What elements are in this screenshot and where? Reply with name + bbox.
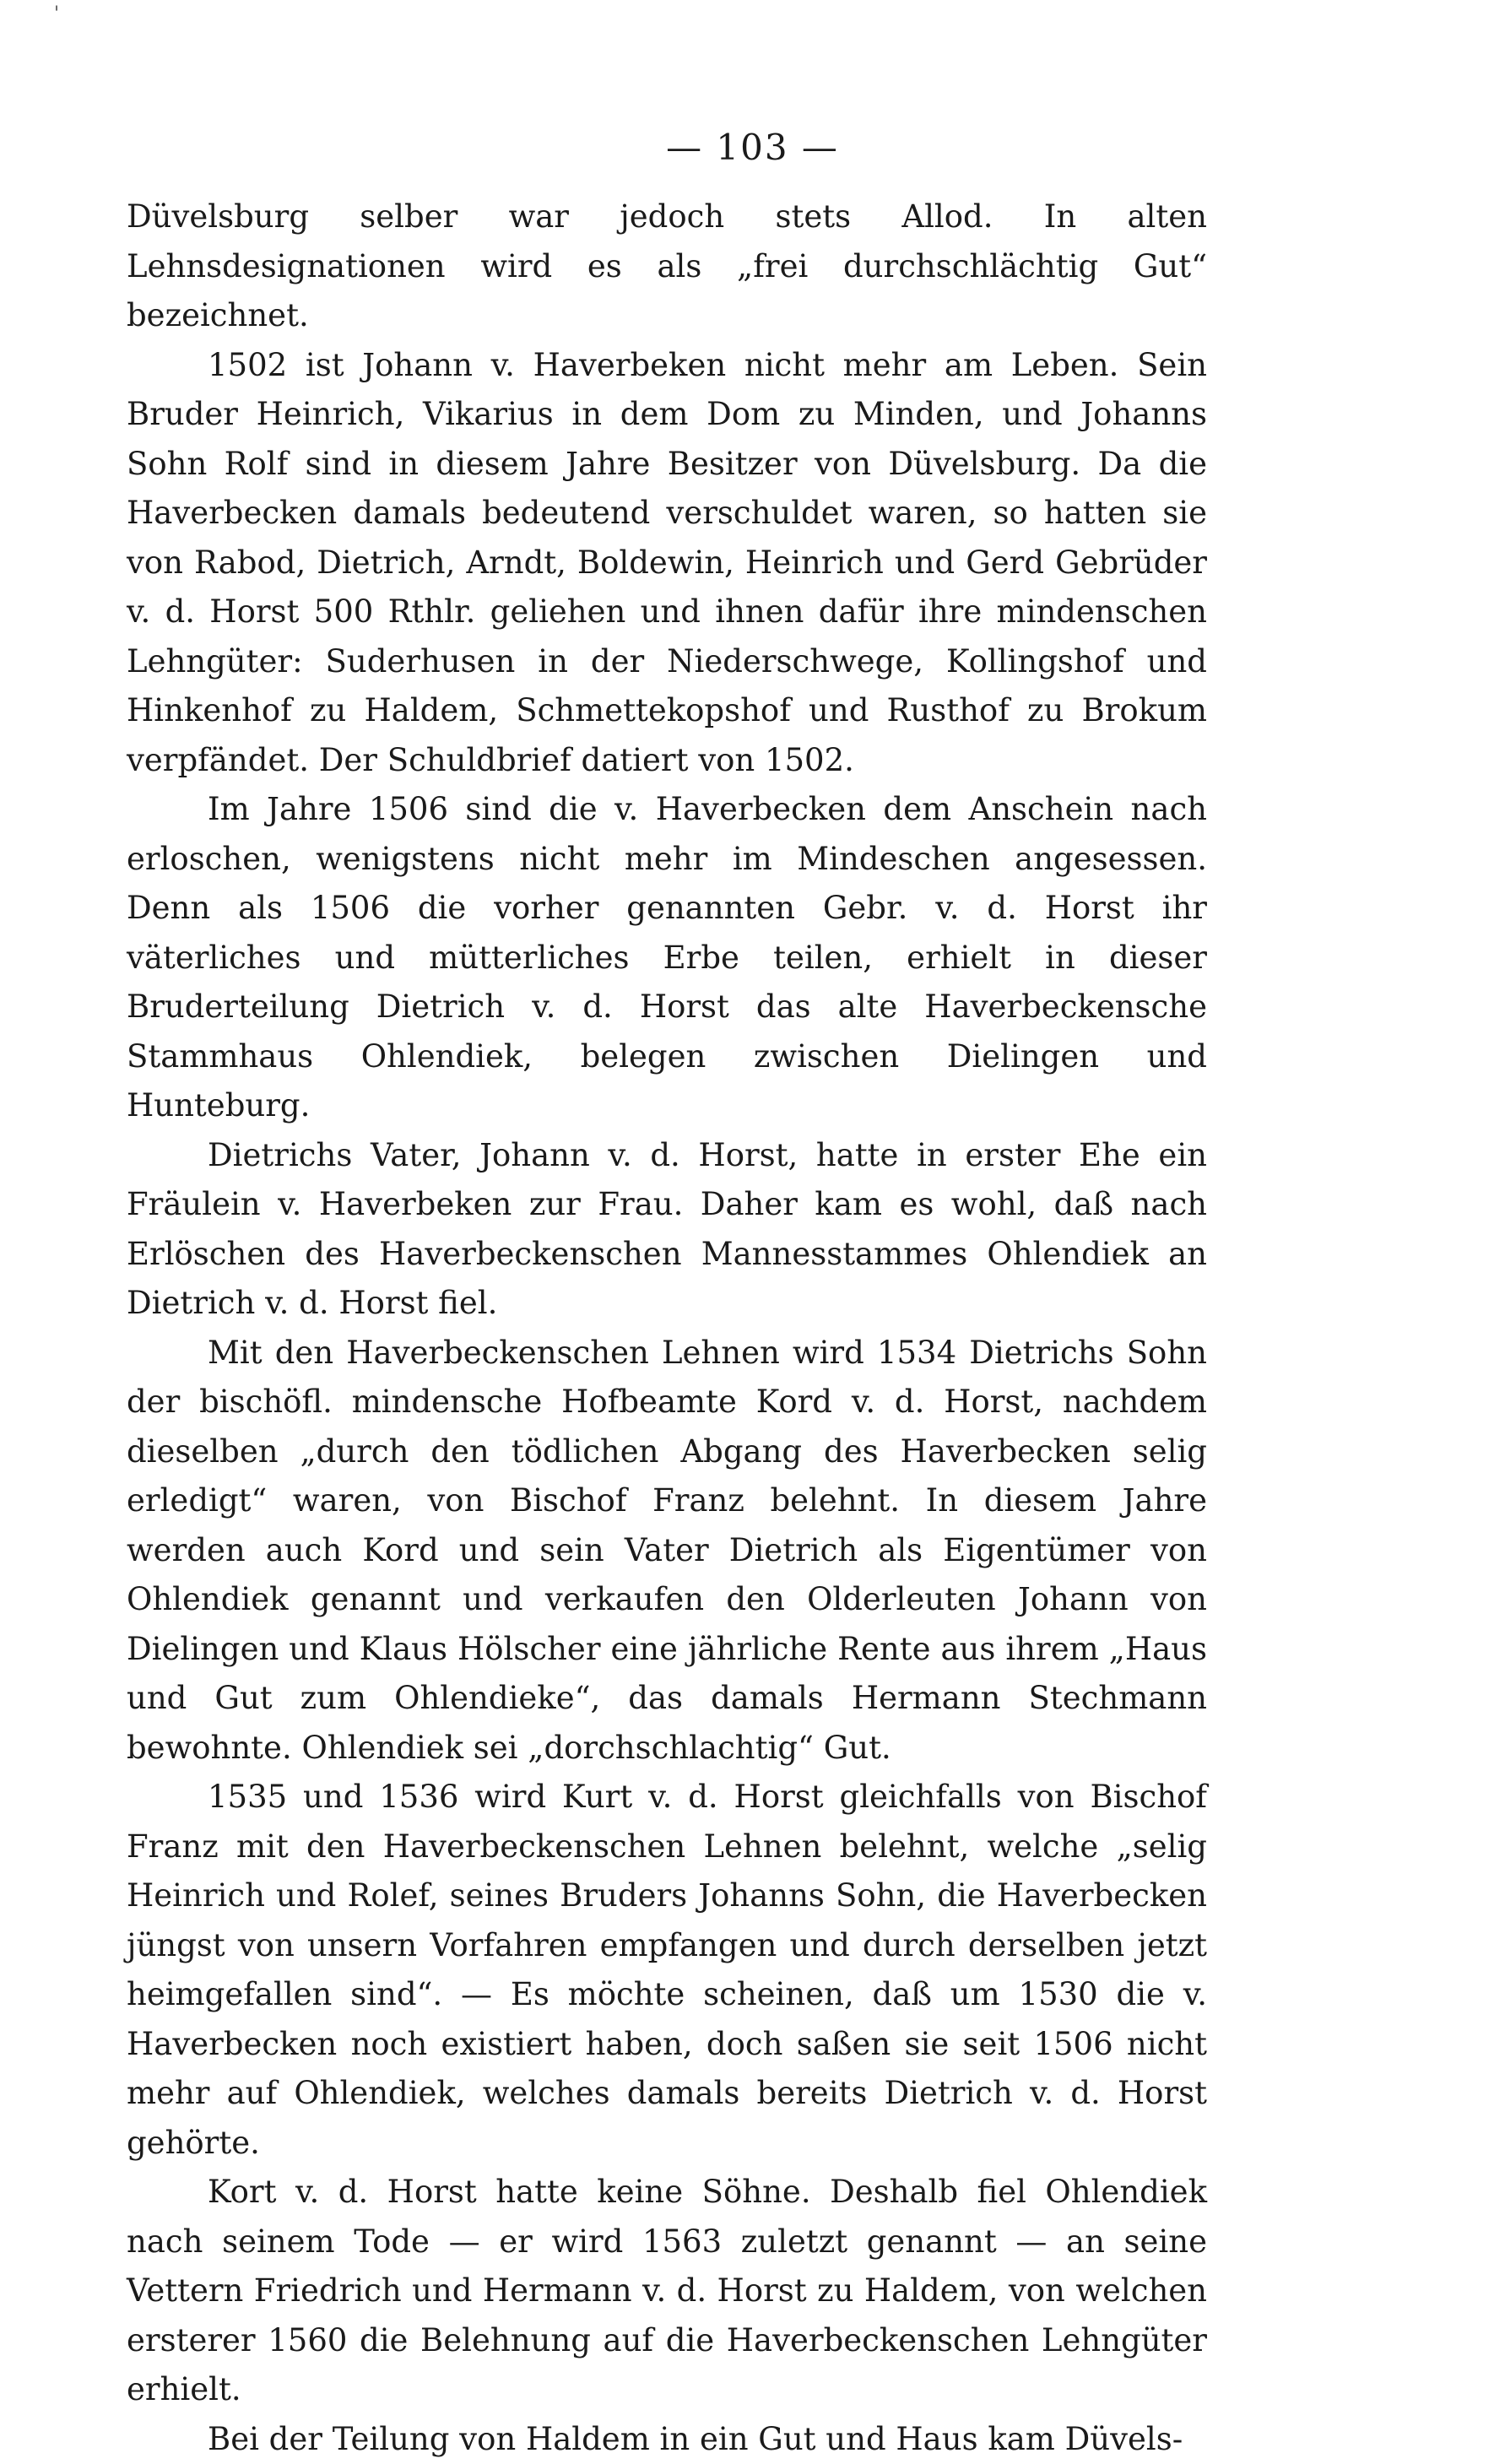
paragraph-1: Düvelsburg selber war jedoch stets Allod. In alten Lehnsdesignationen wird es als „frei durchschlächtig Gut“ bezeichnet. [127, 192, 1207, 341]
paragraph-2: 1502 ist Johann v. Haverbeken nicht mehr am Leben. Sein Bruder Heinrich, Vikarius in dem Dom zu Minden, und Johanns Sohn Rolf sind in diesem Jahre Besitzer von Düvelsburg. Da die Haverbecken damals bedeutend verschuldet waren, so hatten sie von Rabod, Dietrich, Arndt, Boldewin, Heinrich und Gerd Gebrüder v. d. Horst 500 Rthlr. geliehen und ihnen dafür ihre mindenschen Lehngüter: Suderhusen in der Niederschwege, Kollingshof und Hinkenhof zu Haldem, Schmettekopshof und Rusthof zu Brokum verpfändet. Der Schuldbrief datiert von 1502. [127, 341, 1207, 786]
corner-mark: ' [54, 5, 59, 24]
paragraph-4: Dietrichs Vater, Johann v. d. Horst, hatte in erster Ehe ein Fräulein v. Haverbeken zur Frau. Daher kam es wohl, daß nach Erlöschen des Haverbeckenschen Mannesstammes Ohlendiek an Dietrich v. d. Horst fiel. [127, 1131, 1207, 1329]
paragraph-6: 1535 und 1536 wird Kurt v. d. Horst gleichfalls von Bischof Franz mit den Haverbeckenschen Lehnen belehnt, welche „selig Heinrich und Rolef, seines Bruders Johanns Sohn, die Haverbecken jüngst von unsern Vorfahren empfangen und durch derselben jetzt heimgefallen sind“. — Es möchte scheinen, daß um 1530 die v. Haverbecken noch existiert haben, doch saßen sie seit 1506 nicht mehr auf Ohlendiek, welches damals bereits Dietrich v. d. Horst gehörte. [127, 1773, 1207, 2168]
paragraph-5: Mit den Haverbeckenschen Lehnen wird 1534 Dietrichs Sohn der bischöfl. mindensche Hofbeamte Kord v. d. Horst, nachdem dieselben „durch den tödlichen Abgang des Haverbecken selig erledigt“ waren, von Bischof Franz belehnt. In diesem Jahre werden auch Kord und sein Vater Dietrich als Eigentümer von Ohlendiek genannt und verkaufen den Olderleuten Johann von Dielingen und Klaus Hölscher eine jährliche Rente aus ihrem „Haus und Gut zum Ohlendieke“, das damals Hermann Stechmann bewohnte. Ohlendiek sei „dorchschlachtig“ Gut. [127, 1329, 1207, 1774]
body-text [127, 192, 1207, 2464]
paragraph-7: Kort v. d. Horst hatte keine Söhne. Deshalb fiel Ohlendiek nach seinem Tode — er wird 1563 zuletzt genannt — an seine Vettern Friedrich und Hermann v. d. Horst zu Haldem, von welchen ersterer 1560 die Belehnung auf die Haverbeckenschen Lehngüter erhielt. [127, 2168, 1207, 2415]
paragraph-3: Im Jahre 1506 sind die v. Haverbecken dem Anschein nach erloschen, wenigstens nicht mehr im Mindeschen angesessen. Denn als 1506 die vorher genannten Gebr. v. d. Horst ihr väterliches und mütterliches Erbe teilen, erhielt in dieser Bruderteilung Dietrich v. d. Horst das alte Haverbeckensche Stammhaus Ohlendiek, belegen zwischen Dielingen und Hunteburg. [127, 785, 1207, 1131]
paragraph-8: Bei der Teilung von Haldem in ein Gut und Haus kam Düvels- [127, 2415, 1207, 2464]
page-number: — 103 — [0, 127, 1505, 168]
